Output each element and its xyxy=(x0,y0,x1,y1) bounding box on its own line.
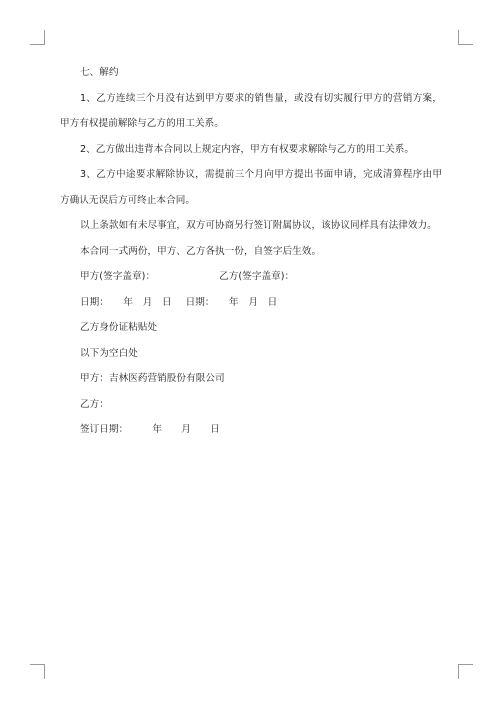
crop-mark-bottom-left xyxy=(30,664,45,679)
clause-3: 3、乙方中途要求解除协议，需提前三个月向甲方提出书面申请，完成清算程序由甲方确认无误后方可终止本合同。 xyxy=(60,169,442,206)
signature-row xyxy=(60,264,442,290)
party-b-signature-label: 乙方(签字盖章)： xyxy=(219,271,295,282)
id-card-paste-area: 乙方身份证粘贴处 xyxy=(80,322,158,333)
clause-1: 1、乙方连续三个月没有达到甲方要求的销售量，或没有切实履行甲方的营销方案，甲方有权提前解除与乙方的用工关系。 xyxy=(60,92,442,129)
party-a-name: 甲方：吉林医药营销股份有限公司 xyxy=(80,373,225,384)
copies-paragraph: 本合同一式两份，甲方、乙方各执一份，自签字后生效。 xyxy=(80,245,322,257)
party-b-name: 乙方： xyxy=(80,398,109,410)
party-a-signature-label: 甲方(签字盖章)： xyxy=(80,271,156,282)
document-body xyxy=(60,60,442,443)
crop-mark-bottom-right xyxy=(458,664,473,679)
supplement-paragraph: 以上条款如有未尽事宜，双方可协商另行签订附属协议，该协议同样具有法律效力。 xyxy=(80,220,437,231)
party-b-date-label: 日期： 年 月 日 xyxy=(185,296,278,308)
party-a-date-label: 日期： 年 月 日 xyxy=(80,296,172,308)
section-title: 七、解约 xyxy=(80,67,119,78)
crop-mark-top-left xyxy=(30,30,45,45)
date-row xyxy=(60,290,442,316)
blank-area-note: 以下为空白处 xyxy=(80,347,138,359)
signing-date: 签订日期： 年 月 日 xyxy=(80,424,220,435)
crop-mark-top-right xyxy=(458,30,473,45)
clause-2: 2、乙方做出违背本合同以上规定内容，甲方有权要求解除与乙方的用工关系。 xyxy=(80,143,415,155)
